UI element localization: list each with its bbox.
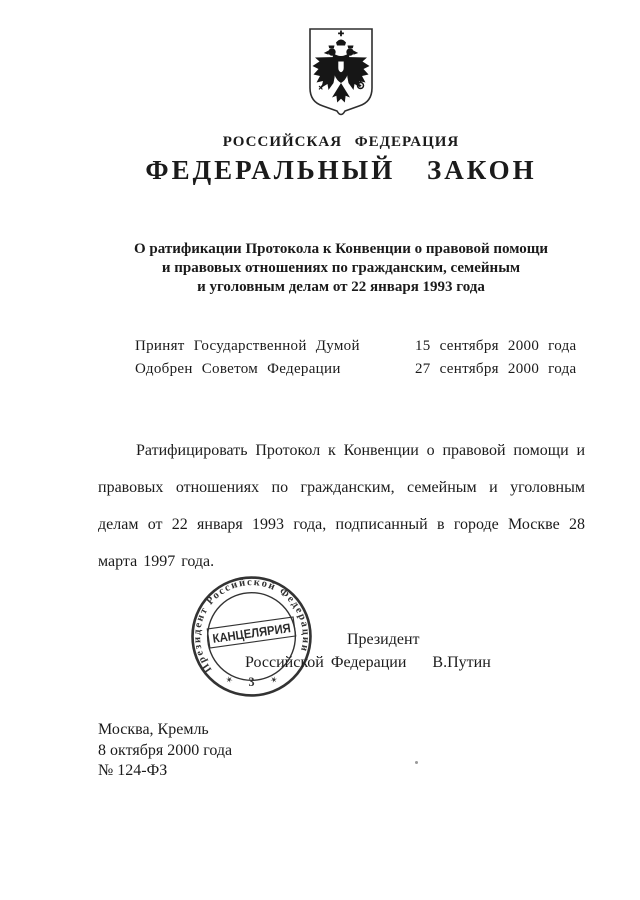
footer-number: № 124-ФЗ <box>98 762 168 779</box>
footer-place: Москва, Кремль <box>98 721 209 738</box>
stamp-ring-text: Президент Российской Федерации <box>191 577 312 675</box>
signature-title-line1: Президент <box>347 631 420 648</box>
signature-title-line2: Российской Федерации <box>245 654 407 671</box>
footer-block <box>98 720 232 782</box>
approved-by-council-date: 27 сентября 2000 года <box>415 361 577 377</box>
stamp-center-text: КАНЦЕЛЯРИЯ <box>211 619 301 646</box>
law-title <box>98 240 584 297</box>
adopted-by-duma-label: Принят Государственной Думой <box>135 338 360 354</box>
adopted-by-duma-date: 15 сентября 2000 года <box>415 338 577 354</box>
law-title-line-1: О ратификации Протокола к Конвенции о правовой помощи <box>133 241 549 257</box>
russia-coat-of-arms-icon <box>303 26 379 119</box>
doc-type-heading: ФЕДЕРАЛЬНЫЙ ЗАКОН <box>145 155 537 185</box>
adoption-block <box>135 336 577 379</box>
stamp-star-left: ✶ <box>224 674 235 686</box>
law-body-text: Ратифицировать Протокол к Конвенции о правовой помощи и правовых отношениях по гражданским, семейным и уголовным делам от 22 января 1993 года, подписанный в городе Москве 28 марта 1997 года. <box>98 442 585 570</box>
law-title-line-3: и уголовным делам от 22 января 1993 года <box>197 279 485 295</box>
footer-date: 8 октября 2000 года <box>98 741 233 759</box>
country-heading: РОССИЙСКАЯ ФЕДЕРАЦИЯ <box>222 134 460 150</box>
scan-speck <box>415 761 418 764</box>
signer-name: В.Путин <box>432 654 491 671</box>
chancellery-stamp <box>189 574 314 699</box>
stamp-star-right: ✶ <box>268 674 279 686</box>
law-title-line-2: и правовых отношениях по гражданским, семейным <box>161 260 521 276</box>
stamp-number: 3 <box>248 674 255 689</box>
approved-by-council-label: Одобрен Советом Федерации <box>135 361 341 377</box>
